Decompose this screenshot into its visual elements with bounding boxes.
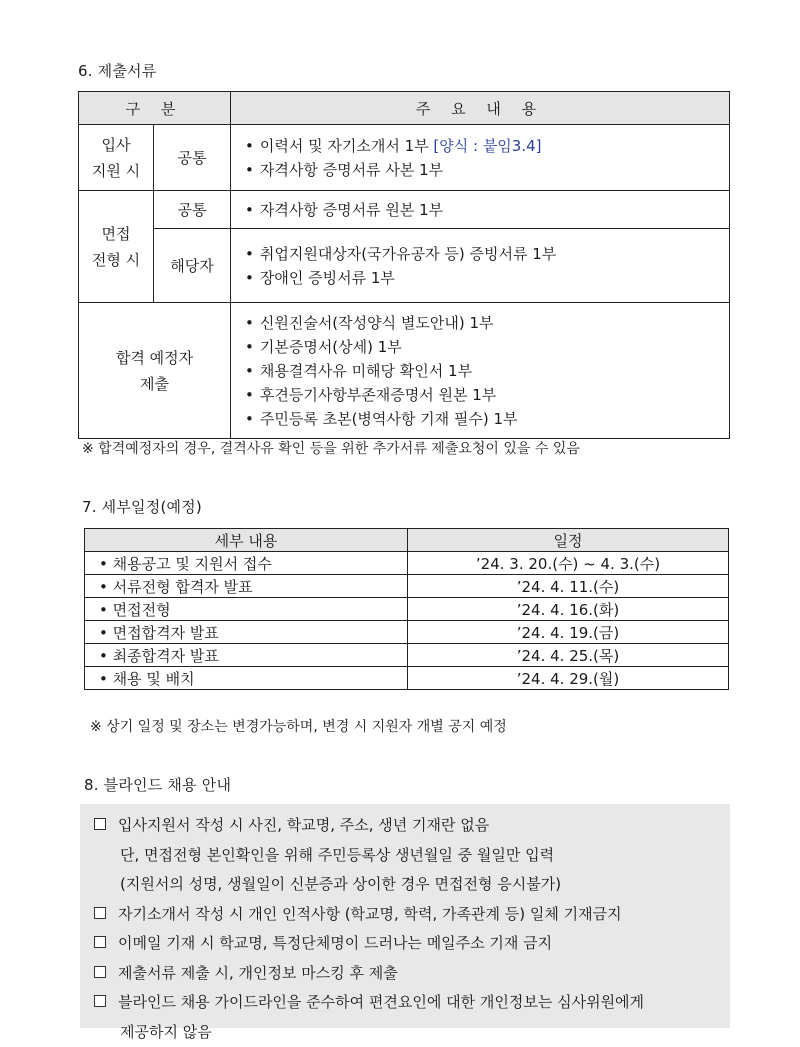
list-item [245,242,719,266]
item-text: 제출서류 제출 시, 개인정보 마스킹 후 제출 [118,964,398,982]
bullet: • [245,245,254,263]
list-item [94,1018,716,1047]
category-final [79,303,231,439]
list-item [245,266,719,290]
checkbox-icon [94,818,106,830]
sub-category: 공통 [154,191,231,229]
item-text: 주민등록 초본(병역사항 기재 필수) 1부 [260,410,518,428]
sub-category: 공통 [154,125,231,191]
schedule-date: ’24. 4. 25.(목) [408,644,729,667]
checkbox-icon [94,907,106,919]
item-text: 단, 면접전형 본인확인을 위해 주민등록상 생년월일 중 월일만 입력 [120,846,554,864]
table-row [85,575,729,598]
table-row [79,229,730,303]
header-category: 구 분 [79,92,231,125]
list-item [94,929,716,959]
list-item [245,158,719,182]
checkbox-icon [94,936,106,948]
table-row [79,191,730,229]
category-label: 지원 시 [79,158,153,184]
item-text: 신원진술서(작성양식 별도안내) 1부 [260,314,494,332]
section-7-note: ※ 상기 일정 및 장소는 변경가능하며, 변경 시 지원자 개별 공지 예정 [90,716,507,736]
table-row [85,552,729,575]
table-row [79,125,730,191]
section-6-note: ※ 합격예정자의 경우, 결격사유 확인 등을 위한 추가서류 제출요청이 있을 수 있음 [82,438,580,458]
item-text: 장애인 증빙서류 1부 [260,269,395,287]
items-cell [231,125,730,191]
item-text: (지원서의 성명, 생월일이 신분증과 상이한 경우 면접전형 응시불가) [120,875,561,893]
item-text: 제공하지 않음 [120,1023,212,1041]
checkbox-icon [94,966,106,978]
section-8-heading: 8. 블라인드 채용 안내 [84,774,231,795]
schedule-item: • 최종합격자 발표 [85,644,408,667]
table-row [85,621,729,644]
list-item [245,198,719,222]
header-content: 주 요 내 용 [231,92,730,125]
table-row [85,598,729,621]
items-cell [231,229,730,303]
blind-hiring-box [80,804,730,1028]
item-text: 입사지원서 작성 시 사진, 학교명, 주소, 생년 기재란 없음 [118,816,489,834]
item-text: 후견등기사항부존재증명서 원본 1부 [260,386,496,404]
list-item [245,134,719,158]
schedule-date: ’24. 4. 19.(금) [408,621,729,644]
checkbox-icon [94,995,106,1007]
schedule-item: • 채용공고 및 지원서 접수 [85,552,408,575]
list-item [94,900,716,930]
schedule-item: • 서류전형 합격자 발표 [85,575,408,598]
category-label: 합격 예정자 [79,345,230,371]
header-content: 세부 내용 [85,529,408,552]
schedule-date: ’24. 4. 16.(화) [408,598,729,621]
table-row [85,667,729,690]
category-label: 전형 시 [79,247,153,273]
bullet: • [245,269,254,287]
list-item [245,335,719,359]
category-application [79,125,154,191]
bullet: • [245,410,254,428]
schedule-item: • 면접전형 [85,598,408,621]
category-label: 입사 [79,132,153,158]
item-text: 자기소개서 작성 시 개인 인적사항 (학교명, 학력, 가족관계 등) 일체 기재금지 [118,905,622,923]
bullet: • [245,161,254,179]
table-row [85,644,729,667]
schedule-item: • 면접합격자 발표 [85,621,408,644]
items-cell [231,303,730,439]
bullet: • [245,362,254,380]
list-item [94,841,716,871]
documents-table [78,91,730,439]
sub-category: 해당자 [154,229,231,303]
category-label: 면접 [79,221,153,247]
bullet: • [245,338,254,356]
list-item [94,988,716,1018]
schedule-table [84,528,729,690]
list-item [94,811,716,841]
item-text: 채용결격사유 미해당 확인서 1부 [260,362,472,380]
item-text: 기본증명서(상세) 1부 [260,338,402,356]
list-item [245,383,719,407]
item-text: 자격사항 증명서류 사본 1부 [260,161,443,179]
bullet: • [245,201,254,219]
item-text: 이력서 및 자기소개서 1부 [260,137,429,155]
item-text: 자격사항 증명서류 원본 1부 [260,201,443,219]
schedule-item: • 채용 및 배치 [85,667,408,690]
list-item [94,959,716,989]
schedule-date: ’24. 4. 29.(월) [408,667,729,690]
section-6-heading: 6. 제출서류 [78,60,156,81]
schedule-date: ’24. 3. 20.(수) ~ 4. 3.(수) [408,552,729,575]
category-label: 제출 [79,371,230,397]
section-7-heading: 7. 세부일정(예정) [82,496,202,517]
category-interview [79,191,154,303]
item-text: 블라인드 채용 가이드라인을 준수하여 편견요인에 대한 개인정보는 심사위원에게 [118,993,644,1011]
bullet: • [245,314,254,332]
items-cell [231,191,730,229]
item-text: 취업지원대상자(국가유공자 등) 증빙서류 1부 [260,245,556,263]
bullet: • [245,386,254,404]
form-reference: [양식 : 붙임3.4] [433,137,541,155]
schedule-date: ’24. 4. 11.(수) [408,575,729,598]
header-date: 일정 [408,529,729,552]
item-text: 이메일 기재 시 학교명, 특정단체명이 드러나는 메일주소 기재 금지 [118,934,552,952]
list-item [245,407,719,431]
list-item [245,311,719,335]
bullet: • [245,137,254,155]
list-item [245,359,719,383]
schedule-table-header [85,529,729,552]
list-item [94,870,716,900]
table-row [79,303,730,439]
documents-table-header [79,92,730,125]
